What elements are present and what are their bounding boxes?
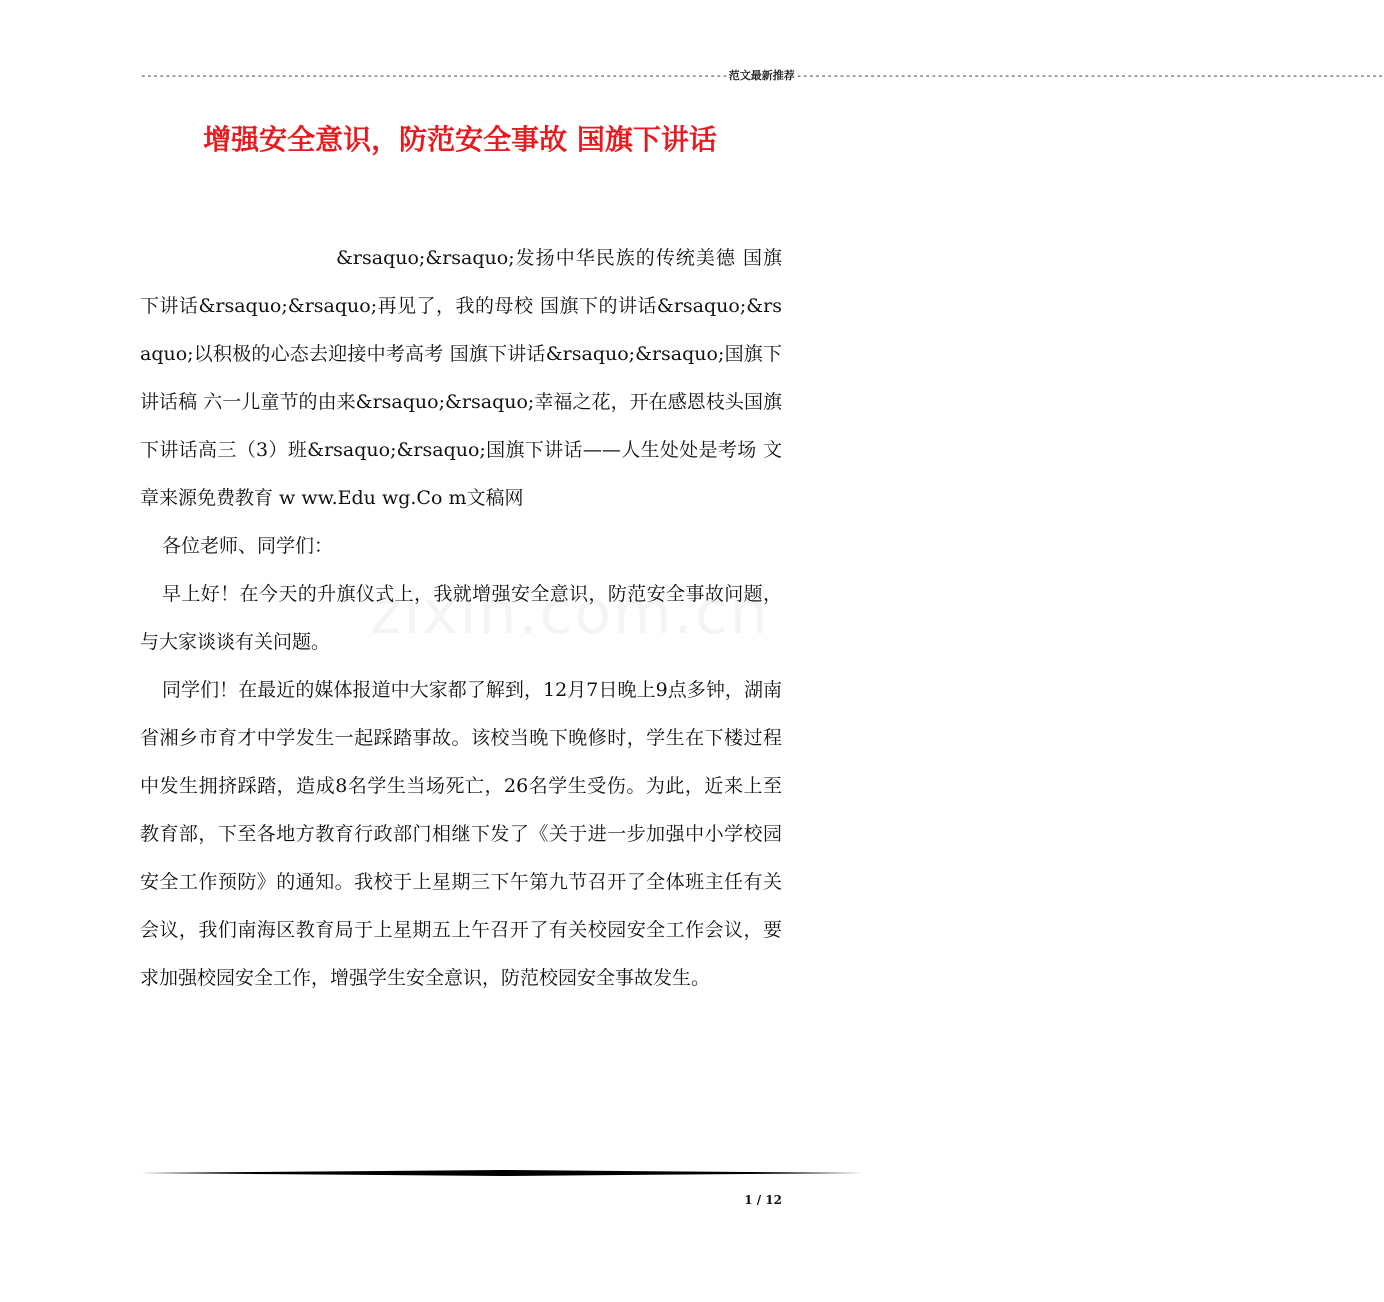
footer-rule bbox=[140, 1170, 864, 1176]
related-links-paragraph: &rsaquo;&rsaquo;发扬中华民族的传统美德 国旗下讲话&rsaquo;&rsaquo;再见了，我的母校 国旗下的讲话&rsaquo;&rsaquo;以积极的心态去迎接中考高考 国旗下讲话&rsaquo;&rsaquo;国旗下讲话稿 六一儿童节的由来&rsaquo;&rsaquo;幸福之花，开在感恩枝头国旗下讲话高三（3）班&rsaquo;&rsaquo;国旗下讲话——人生处处是考场 文章来源免费教育 w ww.Edu wg.Co m文稿网 bbox=[140, 247, 782, 509]
page-number: 1 / 12 bbox=[744, 1193, 782, 1207]
body-paragraph: 同学们！在最近的媒体报道中大家都了解到，12月7日晚上9点多钟，湖南省湘乡市育才中学发生一起踩踏事故。该校当晚下晚修时，学生在下楼过程中发生拥挤踩踏，造成8名学生当场死亡，26名学生受伤。为此，近来上至教育部，下至各地方教育行政部门相继下发了《关于进一步加强中小学校园安全工作预防》的通知。我校于上星期三下午第九节召开了全体班主任有关会议，我们南海区教育局于上星期五上午召开了有关校园安全工作会议，要求加强校园安全工作，增强学生安全意识，防范校园安全事故发生。 bbox=[140, 679, 782, 989]
salutation: 各位老师、同学们： bbox=[162, 535, 334, 557]
document-title: 增强安全意识，防范安全事故 国旗下讲话 bbox=[203, 123, 717, 156]
page-header bbox=[140, 68, 1384, 84]
header-label: 范文最新推荐 bbox=[728, 69, 795, 82]
document-body bbox=[140, 234, 782, 1002]
body-paragraph: 早上好！在今天的升旗仪式上，我就增强安全意识，防范安全事故问题，与大家谈谈有关问题。 bbox=[140, 583, 782, 653]
header-rule-left: ------------------------------------------------------------------------------------------------ bbox=[140, 69, 728, 82]
header-rule-right: ------------------------------------------------------------------------------------------------ bbox=[795, 69, 1384, 82]
